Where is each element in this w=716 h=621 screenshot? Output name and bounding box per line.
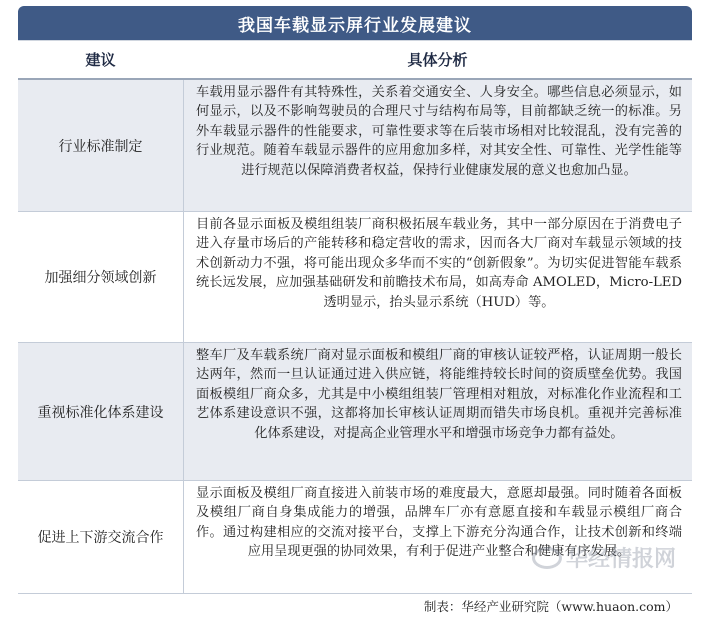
watermark: [532, 542, 676, 573]
header-suggestion: 建议: [85, 51, 116, 69]
suggestion-cell: 行业标准制定: [18, 80, 184, 211]
analysis-cell: 整车厂及车载系统厂商对显示面板和模组厂商的审核认证较严格，认证周期一般长达两年，然而一旦认证通过进入供应链，将能维持较长时间的资质壁垒优势。我国面板模组厂商众多，尤其是中小模组组装厂管理相对粗放，对标准化作业流程和工艺体系建设意识不强，这都将加长审核认证周期而错失市场良机。重视并完善标准化体系建设，对提高企业管理水平和增强市场竞争力都有益处。: [196, 348, 682, 441]
table-header: [18, 40, 692, 80]
analysis-cell: 目前各显示面板及模组组装厂商积极拓展车载业务，其中一部分原因在于消费电子进入存量市场后的产能转移和稳定营收的需求，因而各大厂商对车载显示领域的技术创新动力不强，将可能出现众多华而不实的“创新假象”。为切实促进智能车载系统长远发展，应加强基础研发和前瞻技术布局，如高寿命 AMOLED，Micro-LED 透明显示，抬头显示系统（HUD）等。: [196, 217, 682, 310]
table-row: [18, 481, 692, 594]
table-row: [18, 80, 692, 212]
watermark-text: 华经情报网: [565, 547, 676, 572]
footer-text: 制表：华经产业研究院（www.huaon.com）: [423, 599, 678, 614]
analysis-cell: 显示面板及模组厂商直接进入前装市场的难度最大，意愿却最强。同时随着各面板及模组厂商自身集成能力的增强，品牌车厂亦有意愿直接和车载显示模组厂商合作。通过构建相应的交流对接平台，支撑上下游充分沟通合作，让技术创新和终端应用呈现更强的协同效果，有利于促进产业整合和健康有序发展。: [196, 486, 682, 560]
table-row: [18, 343, 692, 481]
suggestion-cell: 加强细分领域创新: [18, 212, 184, 342]
source-footer: [18, 547, 692, 618]
recommendations-table: [18, 6, 692, 613]
table-row: [18, 212, 692, 343]
watermark-logo-icon: [532, 547, 562, 569]
suggestion-cell: 促进上下游交流合作: [18, 481, 184, 593]
analysis-cell: 车载用显示器件有其特殊性，关系着交通安全、人身安全。哪些信息必须显示，如何显示，以及不影响驾驶员的合理尺寸与结构布局等，目前都缺乏统一的标准。另外车载显示器件的性能要求，可靠性要求等在后装市场相对比较混乱，没有完善的行业规范。随着车载显示器件的应用愈加多样，对其安全性、可靠性、光学性能等进行规范以保障消费者权益，保持行业健康发展的意义也愈加凸显。: [196, 85, 682, 178]
header-analysis: 具体分析: [407, 51, 468, 69]
table-title: 我国车载显示屏行业发展建议: [18, 6, 692, 40]
suggestion-cell: 重视标准化体系建设: [18, 343, 184, 480]
